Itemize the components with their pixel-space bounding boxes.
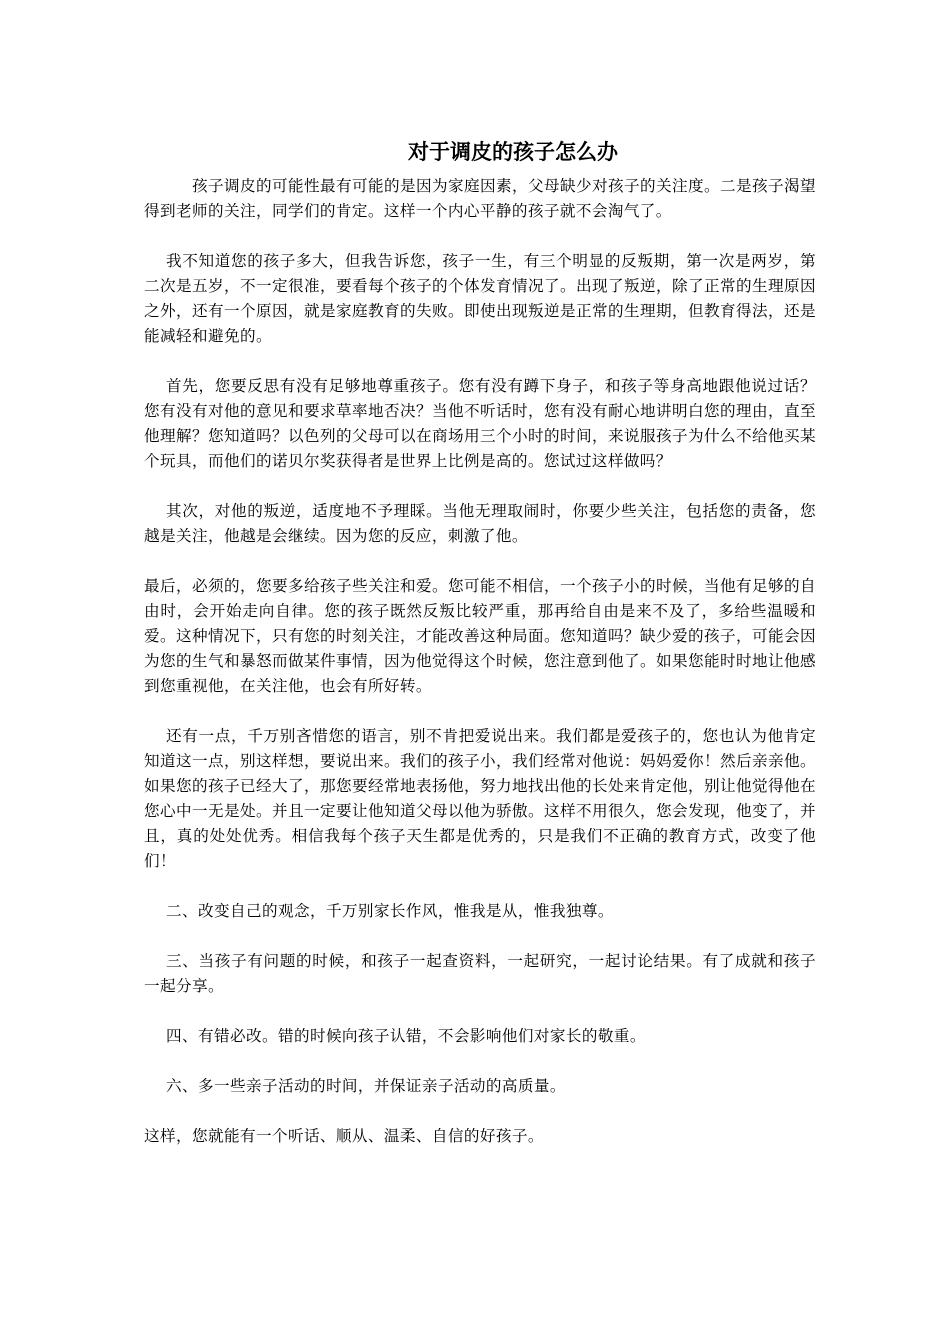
paragraph: 四、有错必改。错的时候向孩子认错，不会影响他们对家长的敬重。 xyxy=(166,1027,646,1045)
paragraph: 还有一点，千万别吝惜您的语言，别不肯把爱说出来。我们都是爱孩子的，您也认为他肯定知道这一点，别这样想，要说出来。我们的孩子小，我们经常对他说：妈妈爱你！然后亲亲他。如果您的孩子已经大了，那您要经常地表扬他，努力地找出他的长处来肯定他，别让他觉得他在您心中一无是处。并且一定要让他知道父母以他为骄傲。这样不用很久，您会发现，他变了，并且，真的处处优秀。相信我每个孩子天生都是优秀的，只是我们不正确的教育方式，改变了他们！ xyxy=(144,727,816,870)
paragraph: 孩子调皮的可能性最有可能的是因为家庭因素，父母缺少对孩子的关注度。二是孩子渴望得到老师的关注，同学们的肯定。这样一个内心平静的孩子就不会淘气了。 xyxy=(144,177,816,220)
paragraph: 首先，您要反思有没有足够地尊重孩子。您有没有蹲下身子，和孩子等身高地跟他说过话？您有没有对他的意见和要求草率地否决？当他不听话时，您有没有耐心地讲明白您的理由，直至他理解？您知道吗？以色列的父母可以在商场用三个小时的时间，来说服孩子为什么不给他买某个玩具，而他们的诺贝尔奖获得者是世界上比例是高的。您试过这样做吗？ xyxy=(144,377,816,470)
paragraph: 这样，您就能有一个听话、顺从、温柔、自信的好孩子。 xyxy=(144,1127,544,1145)
paragraph: 六、多一些亲子活动的时间，并保证亲子活动的高质量。 xyxy=(166,1077,566,1095)
paragraph: 我不知道您的孩子多大，但我告诉您，孩子一生，有三个明显的反叛期，第一次是两岁，第二次是五岁，不一定很准，要看每个孩子的个体发育情况了。出现了叛逆，除了正常的生理原因之外，还有一个原因，就是家庭教育的失败。即使出现叛逆是正常的生理期，但教育得法，还是能减轻和避免的。 xyxy=(144,252,816,345)
paragraph: 三、当孩子有问题的时候，和孩子一起查资料，一起研究，一起讨论结果。有了成就和孩子一起分享。 xyxy=(144,952,816,995)
paragraph: 其次，对他的叛逆，适度地不予理睬。当他无理取闹时，你要少些关注，包括您的责备，您越是关注，他越是会继续。因为您的反应，刺激了他。 xyxy=(144,502,816,545)
paragraph: 二、改变自己的观念，千万别家长作风，惟我是从，惟我独尊。 xyxy=(166,902,614,920)
document-body xyxy=(144,174,816,1149)
document-title: 对于调皮的孩子怎么办 xyxy=(408,139,618,164)
paragraph: 最后，必须的，您要多给孩子些关注和爱。您可能不相信，一个孩子小的时候，当他有足够的自由时，会开始走向自律。您的孩子既然反叛比较严重，那再给自由是来不及了，多给些温暖和爱。这种情况下，只有您的时刻关注，才能改善这种局面。您知道吗？缺少爱的孩子，可能会因为您的生气和暴怒而做某件事情，因为他觉得这个时候，您注意到他了。如果您能时时地让他感到您重视他，在关注他，也会有所好转。 xyxy=(144,577,816,695)
